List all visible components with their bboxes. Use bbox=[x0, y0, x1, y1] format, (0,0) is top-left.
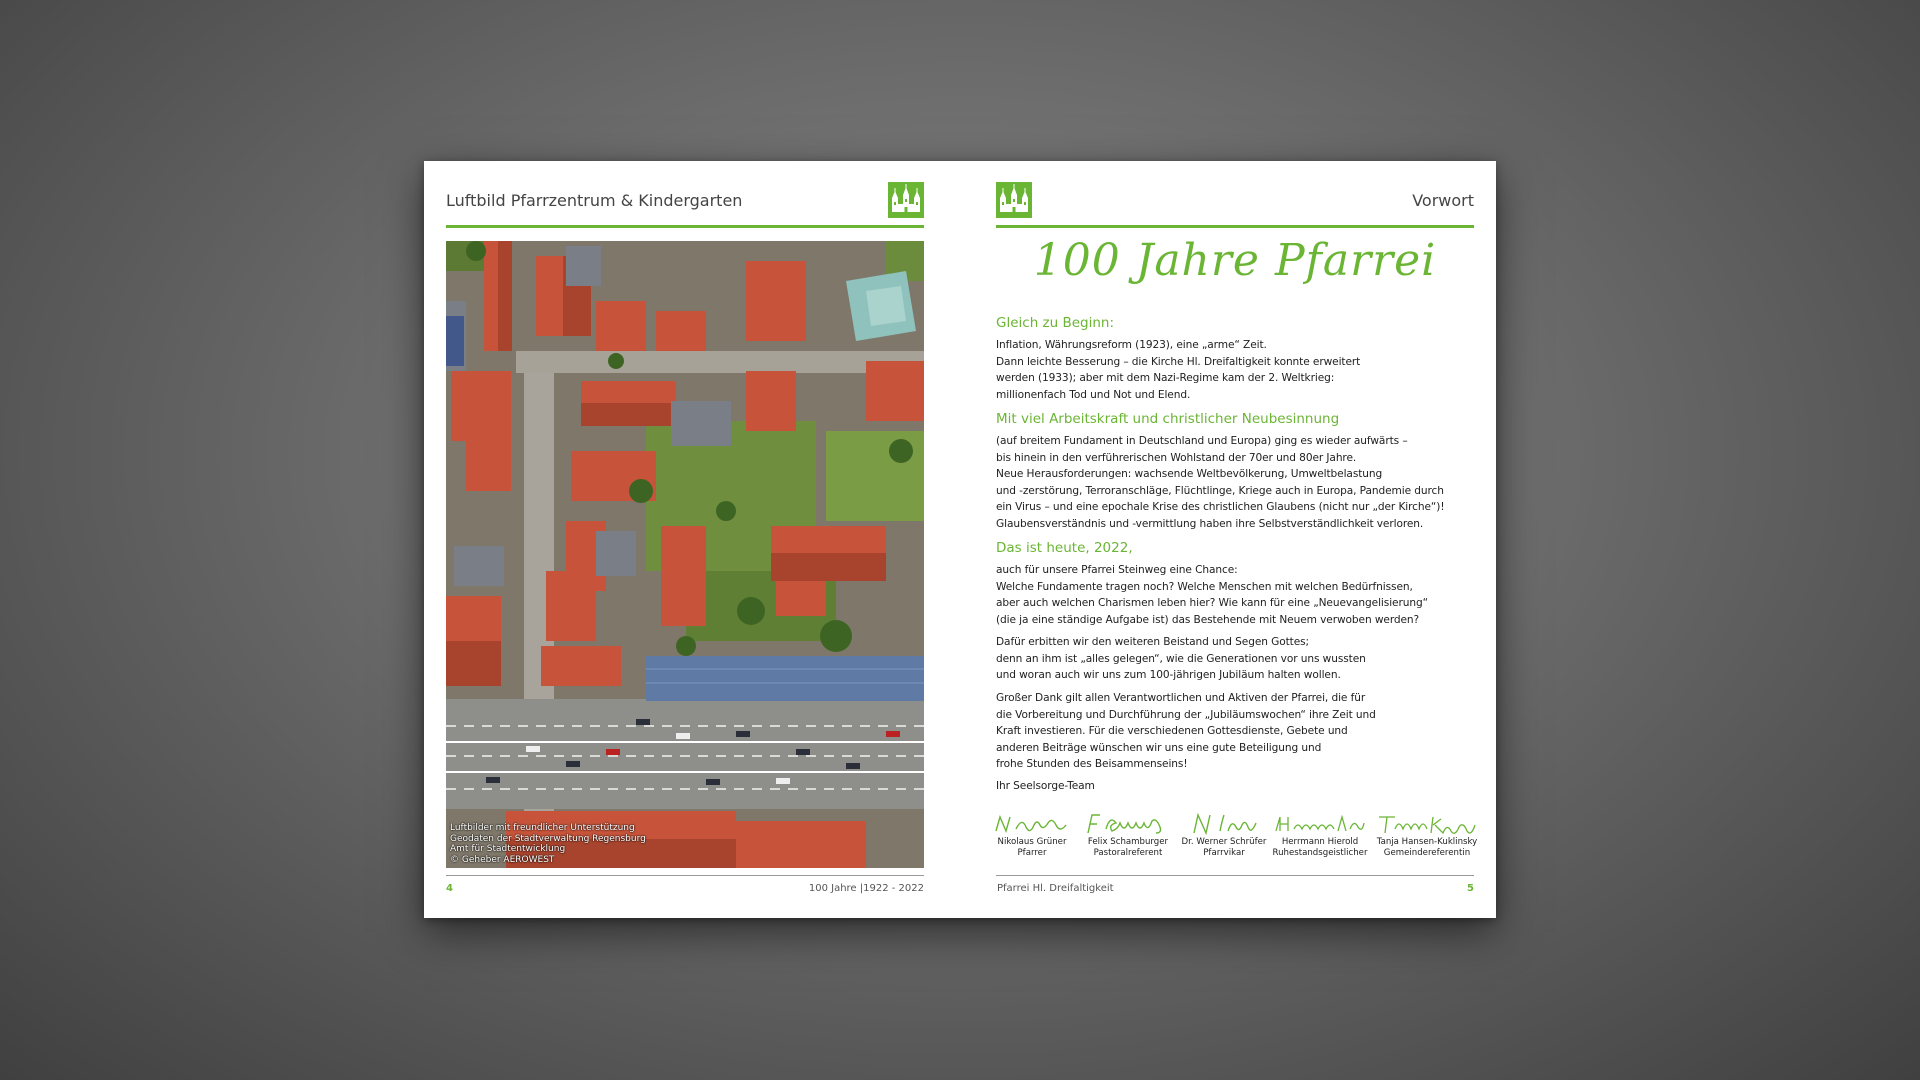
signatory bbox=[984, 811, 1080, 858]
handwritten-signature bbox=[1375, 811, 1479, 837]
text-line: Glaubensverständnis und -vermittlung haben ihre Selbstverständlichkeit verloren. bbox=[996, 517, 1424, 530]
paragraph-body bbox=[996, 634, 1474, 684]
signatory-name: Dr. Werner Schrüfer bbox=[1181, 837, 1267, 847]
paragraph-blessing bbox=[996, 634, 1474, 684]
handwritten-signature bbox=[992, 811, 1072, 837]
section-heading: Gleich zu Beginn: bbox=[996, 315, 1115, 331]
signatory-role: Ruhestandsgeistlicher bbox=[1272, 847, 1368, 858]
text-line: ein Virus – und eine epochale Krise des christlichen Glaubens (nicht nur „der Kirche“)! bbox=[996, 501, 1445, 513]
section-beginning bbox=[996, 315, 1474, 403]
photo-credit-line: Luftbilder mit freundlicher Unterstützung bbox=[450, 823, 635, 833]
text-line: Neue Herausforderungen: wachsende Weltbevölkerung, Umweltbelastung bbox=[996, 468, 1383, 480]
section-heading: Das ist heute, 2022, bbox=[996, 540, 1133, 556]
text-line: Welche Fundamente tragen noch? Welche Menschen mit welchen Bedürfnissen, bbox=[996, 580, 1413, 593]
left-header-title: Luftbild Pfarrzentrum & Kindergarten bbox=[446, 191, 743, 210]
page-number-right: 5 bbox=[1467, 883, 1474, 894]
text-line: aber auch welchen Charismen leben hier? Wie kann für eine „Neuevangelisierung“ bbox=[996, 597, 1428, 609]
text-line: Dann leichte Besserung – die Kirche Hl. Dreifaltigkeit konnte erweitert bbox=[996, 355, 1361, 368]
signatory bbox=[1372, 811, 1482, 858]
church-towers-icon bbox=[888, 182, 924, 218]
signatory-name: Nikolaus Grüner bbox=[997, 837, 1067, 847]
section-body bbox=[996, 433, 1474, 532]
signatory bbox=[1272, 811, 1368, 858]
handwritten-signature bbox=[1272, 811, 1368, 837]
photo-credit-line: © Geheber AEROWEST bbox=[450, 854, 555, 865]
text-line: und woran auch wir uns zum 100-jährigen Jubiläum halten wollen. bbox=[996, 669, 1341, 681]
text-line: anderen Beiträge wünschen wir uns eine gute Beteiligung und bbox=[996, 741, 1322, 754]
signatory bbox=[1080, 811, 1176, 858]
aerial-photo bbox=[446, 241, 924, 868]
photo-credit bbox=[450, 823, 646, 865]
text-line: die Vorbereitung und Durchführung der „Jubiläumswochen“ ihre Zeit und bbox=[996, 708, 1376, 721]
brochure-spread bbox=[424, 161, 1496, 918]
text-line: (die ja eine ständige Aufgabe ist) das Bestehende mit Neuem verwoben werden? bbox=[996, 613, 1420, 626]
photo-credit-line: Amt für Stadtentwicklung bbox=[450, 844, 566, 854]
text-line: frohe Stunden des Beisammenseins! bbox=[996, 758, 1188, 770]
text-line: und -zerstörung, Terroranschläge, Flüchtlinge, Kriege auch in Europa, Pandemie durch bbox=[996, 484, 1444, 497]
text-line: Dafür erbitten wir den weiteren Beistand und Segen Gottes; bbox=[996, 636, 1310, 648]
text-line: werden (1933); aber mit dem Nazi-Regime kam der 2. Weltkrieg: bbox=[996, 372, 1335, 384]
handwritten-signature bbox=[1082, 811, 1174, 837]
text-line: Inflation, Währungsreform (1923), eine „arme“ Zeit. bbox=[996, 339, 1267, 351]
paragraph-body bbox=[996, 690, 1474, 773]
signatory-name: Herrmann Hierold bbox=[1281, 837, 1359, 847]
signatures bbox=[996, 811, 1478, 871]
section-today bbox=[996, 540, 1474, 628]
left-footer-text: 100 Jahre |1922 - 2022 bbox=[808, 883, 924, 894]
right-footer-text: Pfarrei Hl. Dreifaltigkeit bbox=[997, 883, 1114, 894]
text-line: millionenfach Tod und Not und Elend. bbox=[996, 388, 1191, 401]
left-header-rule bbox=[446, 225, 924, 228]
right-footer-rule bbox=[996, 875, 1474, 876]
right-header-rule bbox=[996, 225, 1474, 228]
paragraph-thanks bbox=[996, 690, 1474, 773]
text-line: Kraft investieren. Für die verschiedenen Gottesdienste, Gebete und bbox=[996, 725, 1348, 737]
signatory-role: Gemeindereferentin bbox=[1383, 847, 1471, 858]
text-line: auch für unsere Pfarrei Steinweg eine Chance: bbox=[996, 564, 1238, 576]
closing-line: Ihr Seelsorge-Team bbox=[996, 780, 1095, 792]
handwritten-signature bbox=[1184, 811, 1264, 837]
text-line: (auf breitem Fundament in Deutschland und Europa) ging es wieder aufwärts – bbox=[996, 435, 1408, 447]
page-number-left: 4 bbox=[446, 883, 453, 894]
photo-credit-line: Geodaten der Stadtverwaltung Regensburg bbox=[450, 833, 646, 844]
signatory bbox=[1176, 811, 1272, 858]
signatory-role: Pfarrvikar bbox=[1203, 847, 1245, 858]
left-footer-rule bbox=[446, 875, 924, 876]
right-header-title: Vorwort bbox=[1412, 191, 1474, 210]
text-line: bis hinein in den verführerischen Wohlstand der 70er und 80er Jahre. bbox=[996, 451, 1357, 464]
text-line: Großer Dank gilt allen Verantwortlichen und Aktiven der Pfarrei, die für bbox=[996, 692, 1366, 704]
right-page bbox=[960, 161, 1496, 918]
signatory-name: Felix Schamburger bbox=[1087, 837, 1169, 847]
section-body bbox=[996, 337, 1474, 403]
section-body bbox=[996, 562, 1474, 628]
text-line: denn an ihm ist „alles gelegen“, wie die Generationen vor uns wussten bbox=[996, 652, 1366, 665]
signatory-role: Pfarrer bbox=[1017, 847, 1047, 858]
headline: 100 Jahre Pfarrei bbox=[1033, 235, 1437, 286]
section-heading: Mit viel Arbeitskraft und christlicher Neubesinnung bbox=[996, 411, 1340, 427]
signatory-role: Pastoralreferent bbox=[1093, 847, 1163, 858]
left-page bbox=[424, 161, 960, 918]
church-towers-icon bbox=[996, 182, 1032, 218]
section-renewal bbox=[996, 411, 1474, 532]
signatory-name: Tanja Hansen-Kuklinsky bbox=[1376, 837, 1478, 847]
